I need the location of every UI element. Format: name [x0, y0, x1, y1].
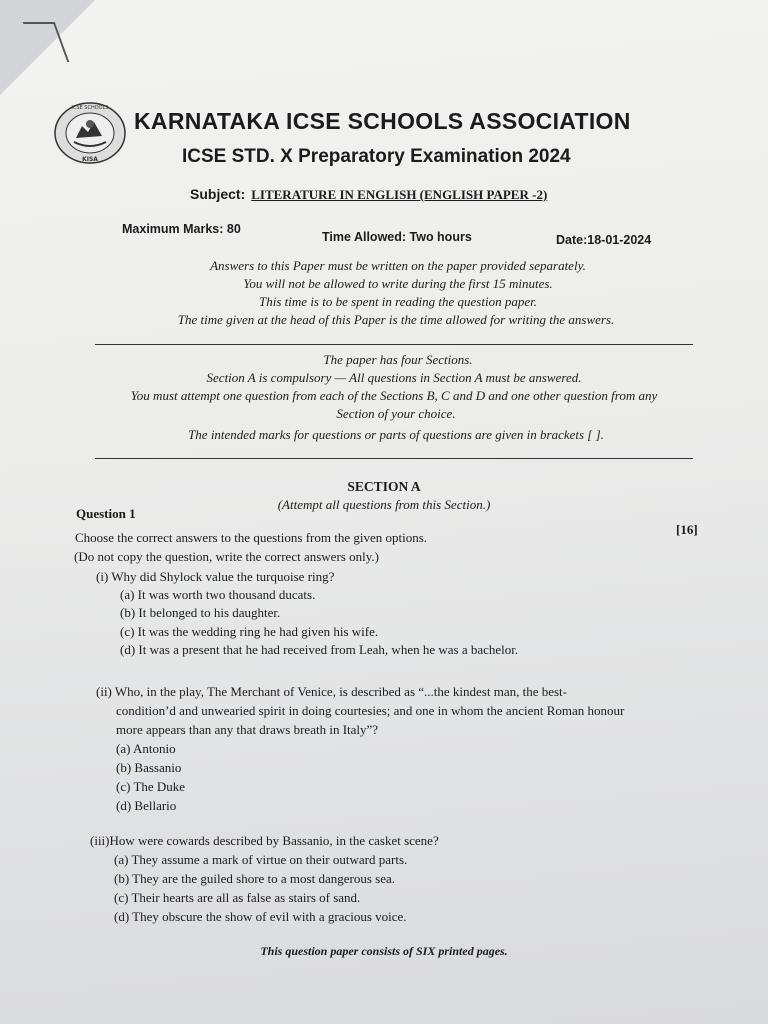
question-stem: (iii)How were cowards described by Bassanio, in the casket scene? — [90, 833, 439, 848]
subject-value: LITERATURE IN ENGLISH (ENGLISH PAPER -2) — [251, 187, 548, 202]
association-logo — [52, 100, 128, 166]
sections-info-line: The intended marks for questions or parts of questions are given in brackets [ ]. — [188, 427, 604, 442]
section-subtitle: (Attempt all questions from this Section.) — [277, 497, 491, 512]
answer-option: (a) They assume a mark of virtue on their outward parts. — [114, 852, 408, 867]
answer-option: (b) Bassanio — [116, 760, 182, 775]
answer-option: (b) They are the guiled shore to a most dangerous sea. — [114, 871, 395, 886]
subject-line — [190, 186, 547, 204]
exam-title: ICSE STD. X Preparatory Examination 2024 — [182, 146, 571, 167]
answer-option: (c) Their hearts are all as false as stairs of sand. — [114, 890, 361, 905]
question-note: (Do not copy the question, write the correct answers only.) — [74, 549, 379, 564]
instruction-line: You will not be allowed to write during the first 15 minutes. — [243, 276, 553, 291]
instruction-line: The time given at the head of this Paper is the time allowed for writing the answers. — [177, 312, 615, 327]
page-footer: This question paper consists of SIX printed pages. — [260, 944, 508, 958]
answer-option: (d) It was a present that he had received from Leah, when he was a bachelor. — [120, 642, 519, 657]
sections-info-line: Section of your choice. — [336, 406, 456, 421]
question-stem: (i) Why did Shylock value the turquoise ring? — [96, 569, 335, 584]
question-prompt: Choose the correct answers to the questions from the given options. — [75, 530, 428, 545]
instruction-line: Answers to this Paper must be written on the paper provided separately. — [210, 258, 586, 273]
answer-option: (d) They obscure the show of evil with a gracious voice. — [114, 909, 407, 924]
instruction-line: This time is to be spent in reading the question paper. — [259, 294, 537, 309]
subject-label: Subject: — [190, 186, 246, 202]
answer-option: (c) It was the wedding ring he had given his wife. — [120, 624, 379, 639]
section-title: SECTION A — [347, 479, 421, 494]
time-allowed: Time Allowed: Two hours — [322, 230, 472, 244]
answer-option: (d) Bellario — [116, 798, 177, 813]
answer-option: (a) Antonio — [116, 741, 176, 756]
question-marks: [16] — [676, 522, 698, 537]
question-stem: more appears than any that draws breath in Italy”? — [116, 722, 379, 737]
divider — [95, 344, 693, 345]
divider — [95, 458, 693, 459]
question-stem: (ii) Who, in the play, The Merchant of Venice, is described as “...the kindest man, the best- — [96, 684, 567, 699]
answer-option: (c) The Duke — [116, 779, 186, 794]
exam-date: Date:18-01-2024 — [556, 233, 652, 247]
answer-option: (a) It was worth two thousand ducats. — [120, 587, 316, 602]
question-stem: condition’d and unwearied spirit in doing courtesies; and one in whom the ancient Roman honour — [116, 703, 625, 718]
organization-name: KARNATAKA ICSE SCHOOLS ASSOCIATION — [134, 108, 631, 134]
sections-info-line: The paper has four Sections. — [323, 352, 473, 367]
sections-info-line: Section A is compulsory — All questions in Section A must be answered. — [206, 370, 582, 385]
sections-info-line: You must attempt one question from each of the Sections B, C and D and one other question from any — [130, 388, 658, 403]
svg-text:ICSE SCHOOLS: ICSE SCHOOLS — [71, 105, 109, 111]
svg-text:KISA: KISA — [82, 156, 98, 163]
question-label: Question 1 — [76, 506, 136, 521]
maximum-marks: Maximum Marks: 80 — [122, 222, 241, 236]
answer-option: (b) It belonged to his daughter. — [120, 605, 281, 620]
